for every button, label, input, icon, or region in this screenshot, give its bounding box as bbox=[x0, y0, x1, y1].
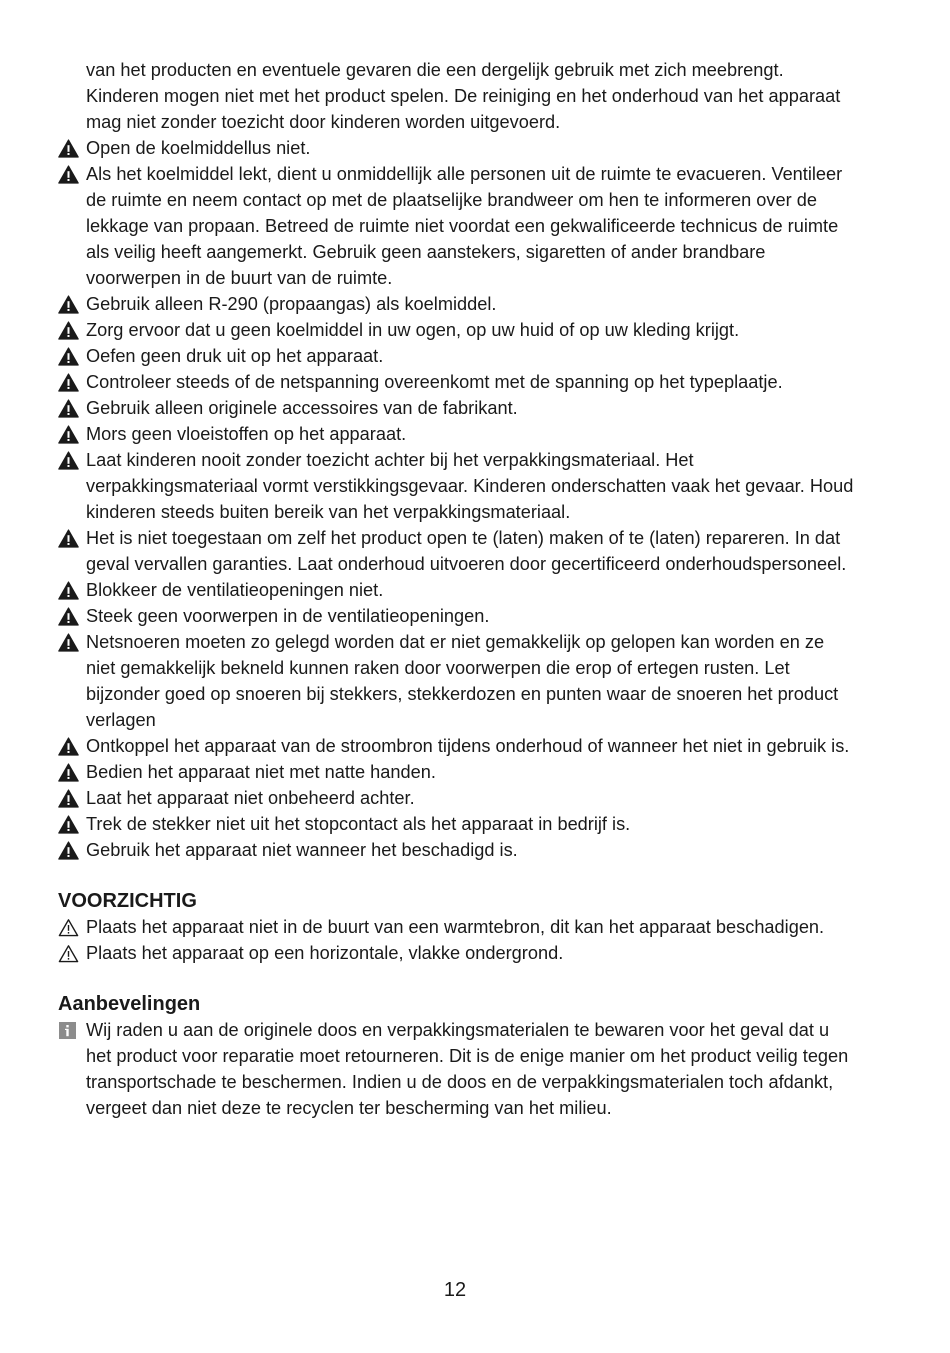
info-icon bbox=[59, 1022, 76, 1039]
warning-text: Zorg ervoor dat u geen koelmiddel in uw ogen, op uw huid of op uw kleding krijgt. bbox=[86, 320, 740, 340]
warning-text: Controleer steeds of de netspanning overeenkomt met de spanning op het typeplaatje. bbox=[86, 372, 783, 392]
warning-filled-icon bbox=[58, 425, 79, 444]
warning-filled-icon bbox=[58, 607, 79, 626]
warning-item bbox=[58, 135, 858, 161]
intro-paragraph: van het producten en eventuele gevaren die een dergelijk gebruik met zich meebrengt. Kinderen mogen niet met het product spelen. De reiniging en het onderhoud van het apparaat mag niet zonder toezicht door kinderen worden uitgevoerd. bbox=[86, 60, 841, 132]
warning-item bbox=[58, 629, 858, 733]
warning-text: Laat het apparaat niet onbeheerd achter. bbox=[86, 788, 415, 808]
warning-item bbox=[58, 317, 858, 343]
warning-filled-icon bbox=[58, 633, 79, 652]
warning-list bbox=[58, 135, 858, 863]
caution-heading: VOORZICHTIG bbox=[58, 890, 197, 912]
warning-filled-icon bbox=[58, 841, 79, 860]
warning-text: Als het koelmiddel lekt, dient u onmiddellijk alle personen uit de ruimte te evacueren. Ventileer de ruimte en neem contact op met de plaatselijke brandweer om hen te informeren over de lekkage van propaan. Betreed de ruimte niet voordat een gekwalificeerde technicus de ruimte als veilig heeft aangemerkt. Gebruik geen aanstekers, sigaretten of ander brandbare voorwerpen in de buurt van de ruimte. bbox=[86, 164, 843, 288]
warning-item bbox=[58, 369, 858, 395]
warning-filled-icon bbox=[58, 763, 79, 782]
warning-filled-icon bbox=[58, 581, 79, 600]
warning-filled-icon bbox=[58, 789, 79, 808]
caution-item bbox=[58, 940, 858, 966]
warning-filled-icon bbox=[58, 139, 79, 158]
warning-item bbox=[58, 785, 858, 811]
warning-filled-icon bbox=[58, 295, 79, 314]
warning-text: Ontkoppel het apparaat van de stroombron tijdens onderhoud of wanneer het niet in gebruik is. bbox=[86, 736, 850, 756]
warning-text: Trek de stekker niet uit het stopcontact als het apparaat in bedrijf is. bbox=[86, 814, 631, 834]
recommendations-list bbox=[58, 1017, 858, 1121]
warning-filled-icon bbox=[58, 815, 79, 834]
warning-text: Gebruik alleen originele accessoires van de fabrikant. bbox=[86, 398, 518, 418]
warning-text: Mors geen vloeistoffen op het apparaat. bbox=[86, 424, 407, 444]
warning-text: Blokkeer de ventilatieopeningen niet. bbox=[86, 580, 384, 600]
warning-filled-icon bbox=[58, 321, 79, 340]
warning-text: Steek geen voorwerpen in de ventilatieopeningen. bbox=[86, 606, 490, 626]
warning-item bbox=[58, 343, 858, 369]
caution-text: Plaats het apparaat niet in de buurt van een warmtebron, dit kan het apparaat beschadigen. bbox=[86, 917, 825, 937]
warning-text: Gebruik alleen R-290 (propaangas) als koelmiddel. bbox=[86, 294, 497, 314]
caution-text: Plaats het apparaat op een horizontale, vlakke ondergrond. bbox=[86, 943, 564, 963]
warning-outline-icon bbox=[58, 944, 79, 963]
warning-item bbox=[58, 395, 858, 421]
warning-filled-icon bbox=[58, 737, 79, 756]
caution-list bbox=[58, 914, 858, 966]
warning-item bbox=[58, 733, 858, 759]
recommendations-heading: Aanbevelingen bbox=[58, 993, 201, 1015]
recommendation-item bbox=[58, 1017, 858, 1121]
warning-text: Netsnoeren moeten zo gelegd worden dat er niet gemakkelijk op gelopen kan worden en ze niet gemakkelijk bekneld kunnen raken door voorwerpen die erop of ertegen rusten. Let bijzonder goed op snoeren bij stekkers, stekkerdozen en punten waar de snoeren het product verlagen bbox=[86, 632, 839, 730]
warning-item bbox=[58, 421, 858, 447]
page-content bbox=[58, 57, 858, 1121]
warning-item bbox=[58, 161, 858, 291]
warning-outline-icon bbox=[58, 918, 79, 937]
caution-item bbox=[58, 914, 858, 940]
warning-text: Gebruik het apparaat niet wanneer het beschadigd is. bbox=[86, 840, 518, 860]
recommendation-text: Wij raden u aan de originele doos en verpakkingsmaterialen te bewaren voor het geval dat u het product voor reparatie moet retourneren. Dit is de enige manier om het product veilig tegen transportschade te beschermen. Indien u de doos en de verpakkingsmaterialen toch afdankt, vergeet dan niet deze te recyclen ter bescherming van het milieu. bbox=[86, 1020, 849, 1118]
warning-text: Bedien het apparaat niet met natte handen. bbox=[86, 762, 436, 782]
warning-text: Het is niet toegestaan om zelf het product open te (laten) maken of te (laten) repareren. In dat geval vervallen garanties. Laat onderhoud uitvoeren door gecertificeerd onderhoudspersoneel. bbox=[86, 528, 847, 574]
warning-item bbox=[58, 811, 858, 837]
warning-text: Laat kinderen nooit zonder toezicht achter bij het verpakkingsmateriaal. Het verpakkingsmateriaal vormt verstikkingsgevaar. Kinderen onderschatten vaak het gevaar. Houd kinderen steeds buiten bereik van het verpakkingsmateriaal. bbox=[86, 450, 854, 522]
warning-filled-icon bbox=[58, 373, 79, 392]
warning-text: Open de koelmiddellus niet. bbox=[86, 138, 311, 158]
warning-filled-icon bbox=[58, 451, 79, 470]
warning-item bbox=[58, 447, 858, 525]
warning-filled-icon bbox=[58, 165, 79, 184]
warning-item bbox=[58, 525, 858, 577]
warning-item bbox=[58, 291, 858, 317]
page-number: 12 bbox=[443, 1279, 467, 1301]
warning-filled-icon bbox=[58, 399, 79, 418]
warning-item bbox=[58, 759, 858, 785]
warning-item bbox=[58, 837, 858, 863]
warning-text: Oefen geen druk uit op het apparaat. bbox=[86, 346, 384, 366]
warning-item bbox=[58, 603, 858, 629]
warning-item bbox=[58, 577, 858, 603]
warning-filled-icon bbox=[58, 529, 79, 548]
warning-filled-icon bbox=[58, 347, 79, 366]
